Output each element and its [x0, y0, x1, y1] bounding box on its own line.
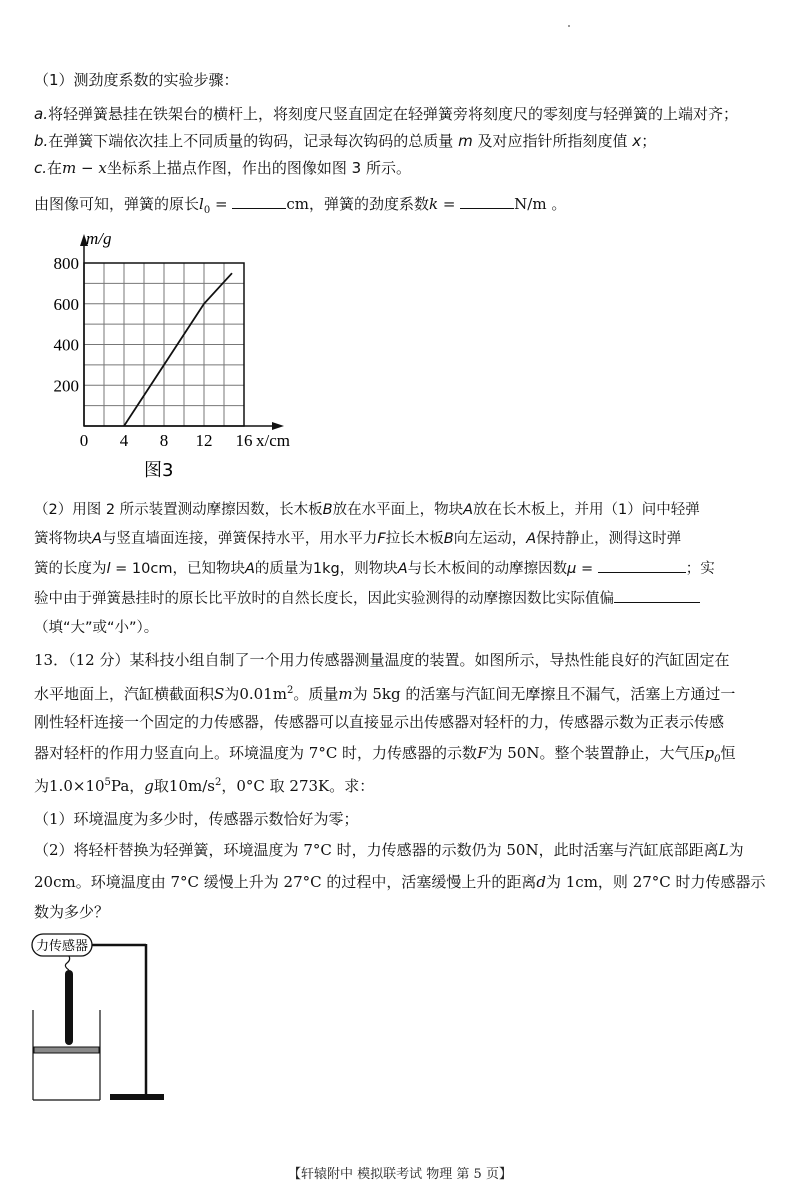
q13-line4: 器对轻杆的作用力竖直向上。环境温度为 7°C 时，力传感器的示数F为 50N。整个装置静止，大气压$p_0$恒: [34, 744, 736, 765]
q13-line3: 刚性轻杆连接一个固定的力传感器，传感器可以直接显示出传感器对轻杆的力，传感器示数为正表示传感: [34, 713, 725, 731]
scan-speck: [568, 25, 570, 27]
page-footer: 【轩辕附中 模拟联考试 物理 第 5 页】: [288, 1167, 512, 1182]
answer-blank-bias[interactable]: [614, 588, 700, 603]
x-axis-arrow-icon: [272, 422, 284, 430]
part2-line2: 簧将物块A与竖直墙面连接，弹簧保持水平，用水平力F拉长木板B向左运动，A保持静止，测得这时弹: [34, 531, 682, 547]
part2-line5: （填“大”或“小”）。: [34, 620, 159, 636]
q13-sub2-line2: 20cm。环境温度由 7°C 缓慢上升为 27°C 的过程中，活塞缓慢上升的距离d为 1cm，则 27°C 时力传感器示: [34, 873, 766, 891]
q13-sub2-line3: 数为多少？: [34, 903, 110, 921]
force-sensor-label: 力传感器: [35, 939, 89, 954]
answer-blank-k[interactable]: [460, 194, 514, 209]
y-tick-label: 200: [53, 376, 79, 396]
y-tick-label: 800: [53, 254, 79, 273]
y-tick-label: 400: [53, 335, 79, 355]
q13-line2: 水平地面上，汽缸横截面积S为$0.01m^2$。质量m为 5kg 的活塞与汽缸间无摩擦且不漏气，活塞上方通过一: [34, 685, 736, 703]
chart-series: [124, 273, 232, 426]
chart-title: 图3: [144, 460, 174, 481]
piston: [34, 1047, 99, 1053]
x-tick-label: 0: [79, 431, 89, 450]
figure-3-chart: [30, 226, 320, 486]
answer-blank-l0[interactable]: [232, 194, 286, 209]
x-tick-label: 4: [119, 431, 129, 450]
series-line: [124, 273, 232, 426]
x-tick-label: 12: [195, 431, 213, 450]
q13-sub2-line1: （2）将轻杆替换为轻弹簧，环境温度为 7°C 时，力传感器的示数仍为 50N，此时活塞与汽缸底部距离L为: [34, 841, 744, 859]
x-tick-label: 8: [159, 431, 169, 450]
step-b: b.在弹簧下端依次挂上不同质量的钩码，记录每次钩码的总质量 m 及对应指针所指刻度值 x；: [34, 132, 657, 150]
part1-question: 由图像可知，弹簧的原长$l_0$ = cm，弹簧的劲度系数k = N/m 。: [34, 195, 567, 216]
y-tick-label: 600: [53, 294, 79, 314]
force-sensor-apparatus-figure: [28, 930, 178, 1110]
answer-blank-mu[interactable]: [598, 558, 686, 573]
part1-heading: （1）测劲度系数的实验步骤：: [34, 71, 239, 89]
hook-icon: [65, 956, 69, 970]
step-c: c.在m − x坐标系上描点作图，作出的图像如图 3 所示。: [34, 159, 411, 177]
x-axis-label: x/cm: [256, 431, 290, 450]
q13-sub1: （1）环境温度为多少时，传感器示数恰好为零；: [34, 810, 359, 828]
part2-line4: 验中由于弹簧悬挂时的原长比平放时的自然长度长，因此实验测得的动摩擦因数比实际值偏: [34, 588, 700, 609]
step-a: a.将轻弹簧悬挂在铁架台的横杆上，将刻度尺竖直固定在轻弹簧旁将刻度尺的零刻度与轻弹簧的上端对齐；: [34, 105, 738, 123]
q13-line1: 13．（12 分）某科技小组自制了一个用力传感器测量温度的装置。如图所示，导热性能良好的汽缸固定在: [34, 651, 730, 669]
x-tick-label: 16: [235, 431, 253, 450]
q13-line5: 为$1.0\times 10^5Pa$，g取$10m/s^2$，0°C 取 273K。求：: [34, 777, 375, 795]
rigid-rod: [65, 970, 73, 1045]
y-axis-label: m/g: [86, 229, 112, 248]
chart-axes: [80, 234, 284, 430]
part2-line1: （2）用图 2 所示装置测动摩擦因数，长木板B放在水平面上，物块A放在长木板上，并用（1）问中轻弹: [34, 502, 700, 518]
part2-line3: 簧的长度为l = 10cm，已知物块A的质量为1kg，则物块A与长木板间的动摩擦因数μ = ；实: [34, 558, 715, 579]
support-base: [110, 1094, 164, 1100]
